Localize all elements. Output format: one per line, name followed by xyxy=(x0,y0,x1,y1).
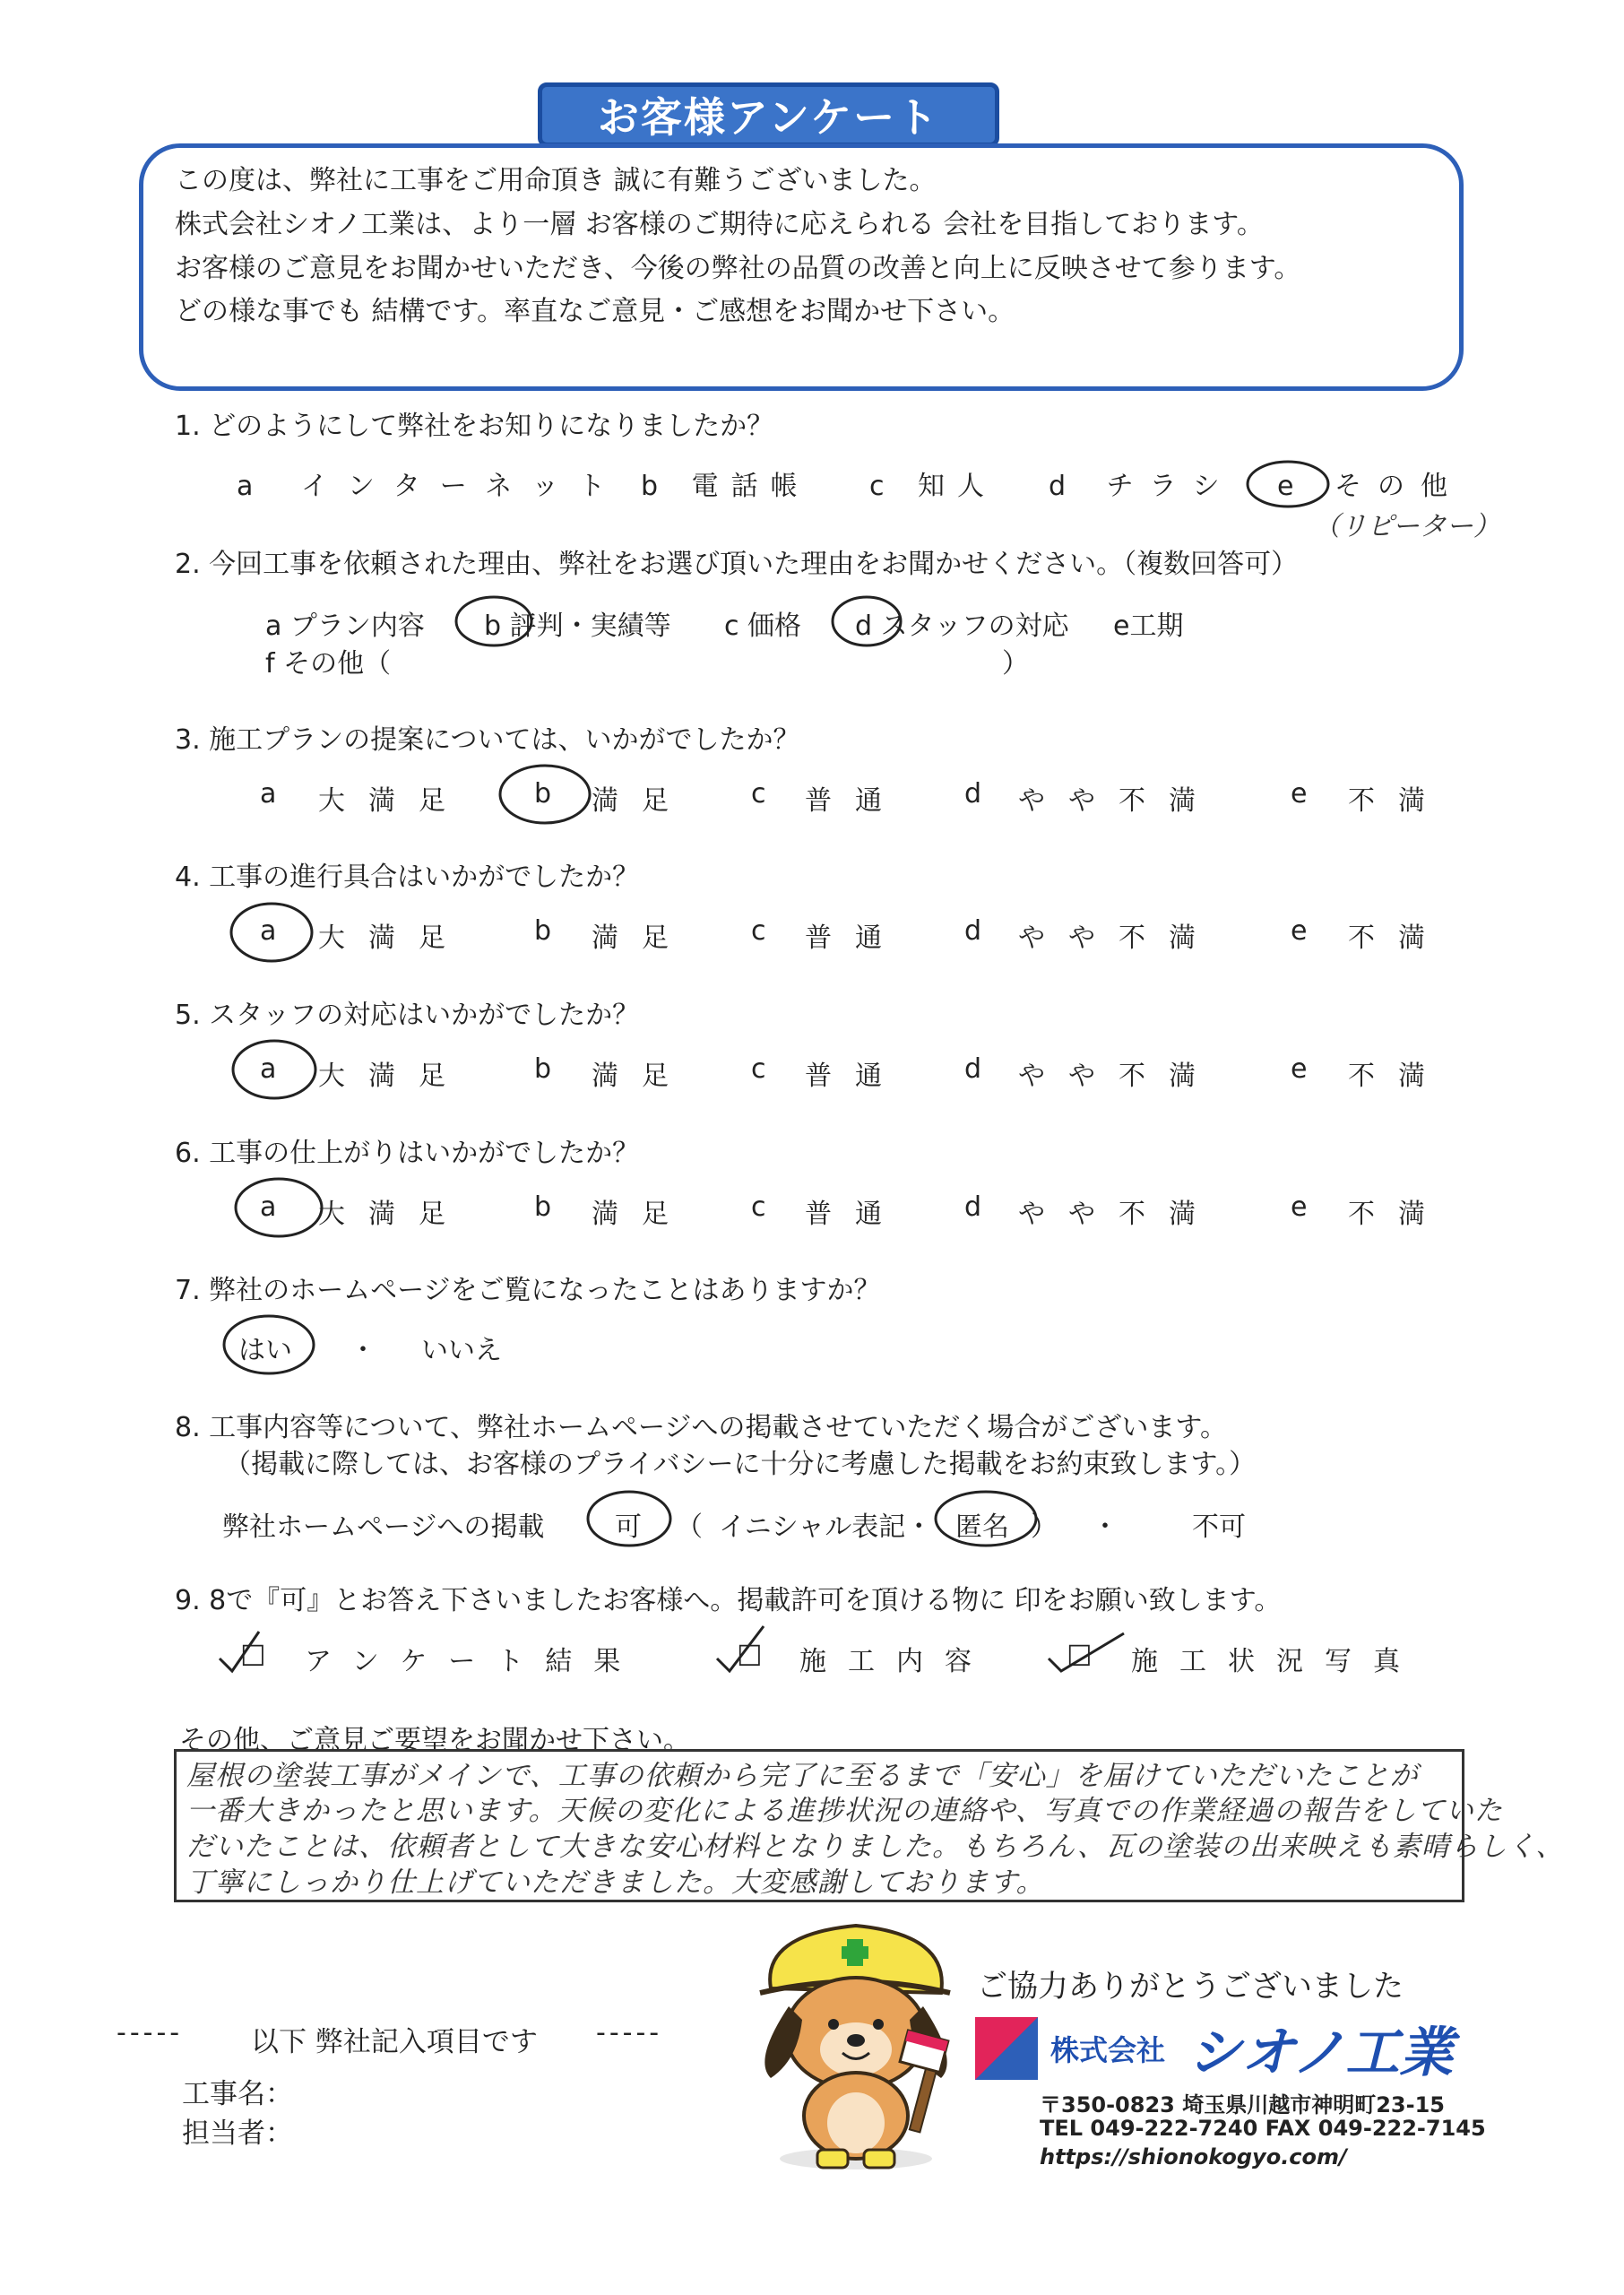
comment-line-1: 屋根の塗装工事がメインで、工事の依頼から完了に至るまで「安心」を届けていただいたことが xyxy=(186,1760,1419,1792)
q8-close-paren: ） xyxy=(1031,1511,1058,1543)
mascot-dog-illustration xyxy=(735,1908,977,2177)
q1-option-b: b 電話帳 xyxy=(641,471,810,502)
q6-d: d xyxy=(964,1191,982,1223)
dash-left: ----- xyxy=(117,2017,184,2048)
q7-separator: ・ xyxy=(350,1335,376,1366)
q7-yes: はい xyxy=(238,1335,292,1366)
company-tel-fax: TEL 049-222-7240 FAX 049-222-7145 xyxy=(1040,2116,1486,2141)
q4-circle-a xyxy=(231,904,312,961)
q5-c-label: 普通 xyxy=(805,1061,905,1092)
comments-label: その他、ご意見ご要望をお聞かせ下さい。 xyxy=(179,1725,690,1756)
q3-d-label: やや不満 xyxy=(1018,785,1219,817)
question-3: 3. 施工プランの提案については、いかがでしたか？ xyxy=(175,724,800,756)
q9-item-2: 施工内容 xyxy=(799,1646,993,1677)
q8-ok: 可 xyxy=(615,1511,642,1543)
q9-check-3 xyxy=(1049,1633,1124,1671)
q8-anonymous: 匿名 xyxy=(955,1511,1009,1543)
q2-option-f: f その他（ xyxy=(265,648,392,680)
q3-a-label: 大満足 xyxy=(318,785,469,817)
q8-circle-ok xyxy=(588,1492,670,1546)
q4-c: c xyxy=(751,915,766,947)
q2-circle-d xyxy=(833,597,901,645)
q5-c: c xyxy=(751,1053,766,1085)
q9-item-3: 施工状況写真 xyxy=(1131,1646,1421,1677)
thanks-text: ご協力ありがとうございました xyxy=(977,1969,1404,2005)
q1-circle-e xyxy=(1248,462,1328,507)
q1-option-e: e その他 xyxy=(1277,471,1464,502)
q1-option-a: a インターネット xyxy=(237,471,626,502)
q2-option-c: c 価格 xyxy=(724,611,802,642)
q6-c-label: 普通 xyxy=(805,1199,905,1230)
q5-e: e xyxy=(1291,1053,1308,1085)
q4-b-label: 満足 xyxy=(592,922,692,954)
question-5: 5. スタッフの対応はいかがでしたか？ xyxy=(175,1000,640,1031)
company-name: シオノ工業 xyxy=(1188,2022,1454,2084)
q2-option-d: d スタッフの対応 xyxy=(855,611,1069,642)
q8-label: 弊社ホームページへの掲載 xyxy=(222,1511,545,1543)
q4-e: e xyxy=(1291,915,1308,947)
q2-option-e: e工期 xyxy=(1113,611,1184,642)
q1-handwritten-note: （リピーター） xyxy=(1313,511,1500,542)
q6-b-label: 満足 xyxy=(592,1199,692,1230)
q1-option-d: d チラシ xyxy=(1049,471,1236,502)
q9-checkbox-2[interactable]: ☐ xyxy=(737,1639,763,1673)
q4-a-label: 大満足 xyxy=(318,922,469,954)
q3-b: b xyxy=(534,778,552,810)
q4-a: a xyxy=(260,915,277,947)
question-8: 8. 工事内容等について、弊社ホームページへの掲載させていただく場合がございます。 xyxy=(175,1412,1227,1443)
intro-line-4: どの様な事でも 結構です。率直なご意見・ご感想をお聞かせ下さい。 xyxy=(175,296,1015,327)
q9-item-1: アンケート結果 xyxy=(305,1646,643,1677)
q3-circle-b xyxy=(500,766,590,823)
q8-open-paren: （ xyxy=(676,1511,703,1543)
q3-c: c xyxy=(751,778,766,810)
q8-circle-anon xyxy=(936,1492,1036,1546)
comment-line-4: 丁寧にしっかり仕上げていただきました。大変感謝しております。 xyxy=(186,1866,1045,1899)
q3-d: d xyxy=(964,778,982,810)
intro-line-3: お客様のご意見をお聞かせいただき、今後の弊社の品質の改善と向上に反映させて参ります。 xyxy=(175,253,1301,284)
survey-title: お客様アンケート xyxy=(538,82,999,147)
question-2: 2. 今回工事を依頼された理由、弊社をお選び頂いた理由をお聞かせください。（複数回答可） xyxy=(175,549,1299,580)
q4-d: d xyxy=(964,915,982,947)
question-9: 9. 8で『可』とお答え下さいましたお客様へ。掲載許可を頂ける物に 印をお願い致します。 xyxy=(175,1585,1282,1616)
q5-b-label: 満足 xyxy=(592,1061,692,1092)
q3-c-label: 普通 xyxy=(805,785,905,817)
intro-line-1: この度は、弊社に工事をご用命頂き 誠に有難うございました。 xyxy=(175,165,937,196)
company-kind: 株式会社 xyxy=(1050,2033,1166,2067)
q2-option-a: a プラン内容 xyxy=(265,611,425,642)
q9-checkbox-1[interactable]: ☐ xyxy=(240,1639,266,1673)
q9-check-1 xyxy=(220,1632,259,1671)
question-1: 1. どのようにして弊社をお知りになりましたか？ xyxy=(175,411,774,442)
q5-a-label: 大満足 xyxy=(318,1061,469,1092)
staff-label: 担当者： xyxy=(182,2117,293,2150)
q8-initial: イニシャル表記・ xyxy=(719,1511,933,1543)
q8-separator: ・ xyxy=(1092,1511,1119,1543)
q6-b: b xyxy=(534,1191,552,1223)
q5-a: a xyxy=(260,1053,277,1085)
question-6: 6. 工事の仕上がりはいかがでしたか？ xyxy=(175,1138,640,1169)
q5-d: d xyxy=(964,1053,982,1085)
dash-right: ----- xyxy=(596,2017,663,2048)
q5-b: b xyxy=(534,1053,552,1085)
q6-d-label: やや不満 xyxy=(1018,1199,1219,1230)
q2-circle-b xyxy=(456,597,531,645)
q7-no: いいえ xyxy=(421,1335,502,1366)
q4-d-label: やや不満 xyxy=(1018,922,1219,954)
comment-line-3: だいたことは、依頼者として大きな安心材料となりました。もちろん、瓦の塗装の出来映えも素晴らしく、 xyxy=(186,1831,1565,1863)
q3-a: a xyxy=(260,778,277,810)
q4-b: b xyxy=(534,915,552,947)
q6-e: e xyxy=(1291,1191,1308,1223)
project-label: 工事名： xyxy=(182,2078,293,2110)
q7-circle-yes xyxy=(224,1316,314,1373)
q6-a: a xyxy=(260,1191,277,1223)
intro-line-2: 株式会社シオノ工業は、より一層 お客様のご期待に応えられる 会社を目指しております。 xyxy=(175,209,1264,240)
q9-checkbox-3[interactable]: ☐ xyxy=(1067,1639,1093,1673)
q6-c: c xyxy=(751,1191,766,1223)
q8-ng: 不可 xyxy=(1192,1511,1246,1543)
q1-option-c: c 知人 xyxy=(869,471,998,502)
q9-check-2 xyxy=(717,1626,764,1671)
q5-circle-a xyxy=(233,1041,315,1098)
question-8-subtext: （掲載に際しては、お客様のプライバシーに十分に考慮した掲載をお約束致します。） xyxy=(224,1449,1257,1480)
question-4: 4. 工事の進行具合はいかがでしたか？ xyxy=(175,862,640,893)
comment-line-2: 一番大きかったと思います。天候の変化による進捗状況の連絡や、写真での作業経過の報告をしていた xyxy=(186,1795,1503,1827)
q2-option-b: b 評判・実績等 xyxy=(484,611,671,642)
q2-option-f-close: ） xyxy=(1002,648,1029,680)
q3-b-label: 満足 xyxy=(592,785,692,817)
company-url[interactable]: https://shionokogyo.com/ xyxy=(1040,2144,1347,2169)
q5-e-label: 不満 xyxy=(1348,1061,1448,1092)
question-7: 7. 弊社のホームページをご覧になったことはありますか？ xyxy=(175,1275,881,1306)
q3-e: e xyxy=(1291,778,1308,810)
company-address: 〒350-0823 埼玉県川越市神明町23-15 xyxy=(1040,2092,1445,2117)
q6-circle-a xyxy=(236,1179,322,1236)
q6-a-label: 大満足 xyxy=(318,1199,469,1230)
company-logo-icon xyxy=(975,2017,1038,2080)
q6-e-label: 不満 xyxy=(1348,1199,1448,1230)
internal-label: 以下 弊社記入項目です xyxy=(251,2026,538,2058)
q4-e-label: 不満 xyxy=(1348,922,1448,954)
q5-d-label: やや不満 xyxy=(1018,1061,1219,1092)
q4-c-label: 普通 xyxy=(805,922,905,954)
q3-e-label: 不満 xyxy=(1348,785,1448,817)
